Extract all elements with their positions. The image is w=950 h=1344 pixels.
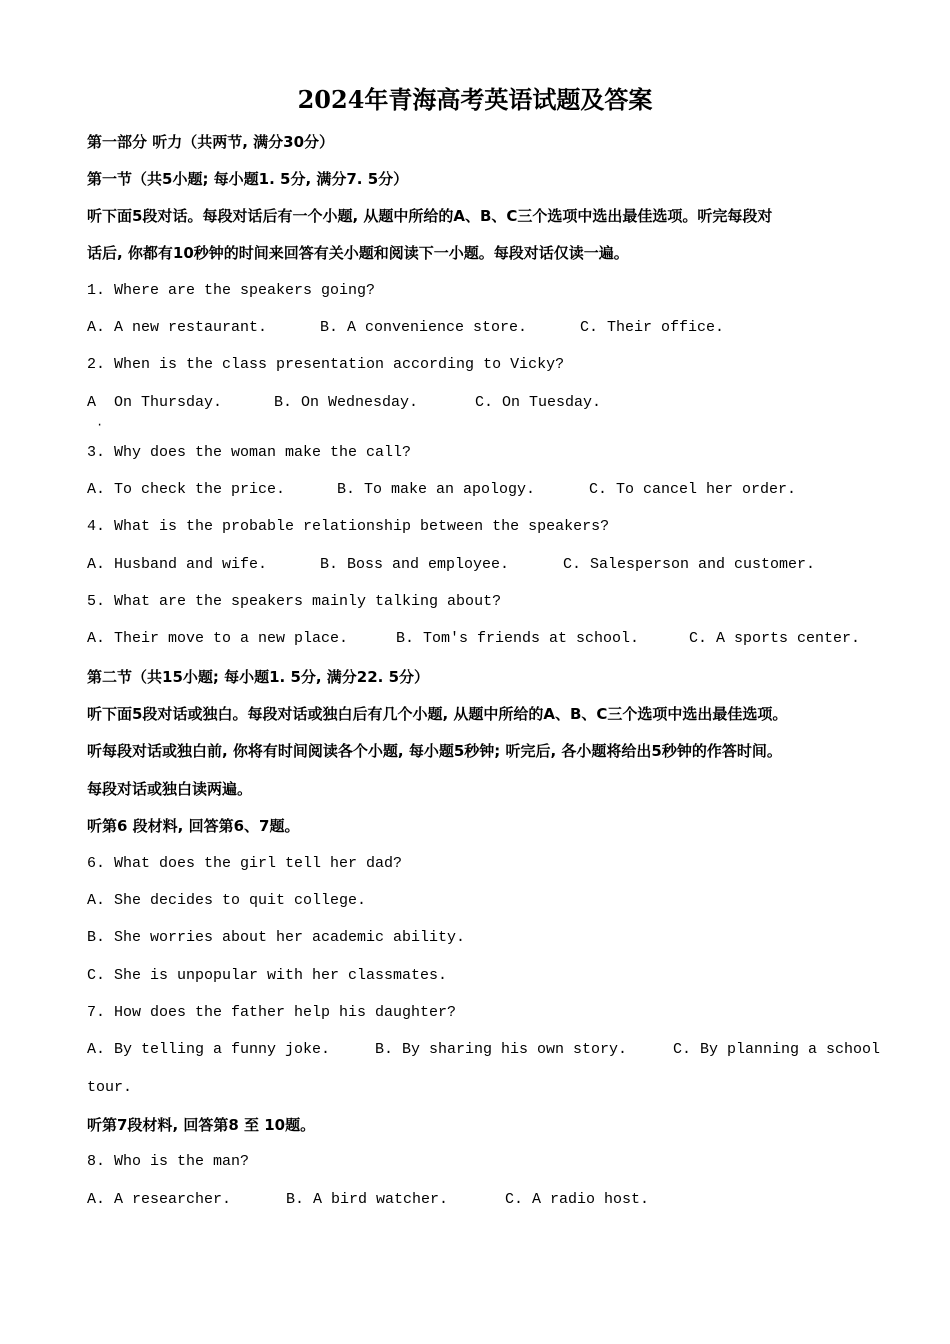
question-3: 3. Why does the woman make the call?	[87, 444, 412, 461]
section2-instructions-line3: 每段对话或独白读两遍。	[87, 780, 253, 798]
question-1-option-c: C. Their office.	[580, 319, 725, 336]
question-3-option-b: B. To make an apology.	[337, 481, 536, 498]
question-7-option-c-continued: tour.	[87, 1079, 133, 1096]
question-2-option-c: C. On Tuesday.	[475, 394, 602, 411]
question-8-option-b: B. A bird watcher.	[286, 1191, 449, 1208]
question-4-option-a: A. Husband and wife.	[87, 556, 268, 573]
question-2-option-b: B. On Wednesday.	[274, 394, 419, 411]
question-8-option-a: A. A researcher.	[87, 1191, 232, 1208]
section2-instructions-line2: 听每段对话或独白前, 你将有时间阅读各个小题, 每小题5秒钟; 听完后, 各小题将给出5秒钟的作答时间。	[87, 742, 782, 760]
material-7-heading: 听第7段材料, 回答第8 至 10题。	[87, 1116, 316, 1134]
section1-instructions-line1: 听下面5段对话。每段对话后有一个小题, 从题中所给的A、B、C三个选项中选出最佳选项。听完每段对	[87, 207, 773, 225]
question-2: 2. When is the class presentation according to Vicky?	[87, 356, 565, 373]
question-1: 1. Where are the speakers going?	[87, 282, 376, 299]
question-3-option-c: C. To cancel her order.	[589, 481, 797, 498]
part1-heading: 第一部分 听力（共两节, 满分30分）	[87, 133, 335, 151]
question-7: 7. How does the father help his daughter?	[87, 1004, 457, 1021]
question-5-option-a: A. Their move to a new place.	[87, 630, 349, 647]
question-4-option-c: C. Salesperson and customer.	[563, 556, 816, 573]
question-5-option-b: B. Tom's friends at school.	[396, 630, 640, 647]
question-7-option-a: A. By telling a funny joke.	[87, 1041, 331, 1058]
question-3-option-a: A. To check the price.	[87, 481, 286, 498]
question-8-option-c: C. A radio host.	[505, 1191, 650, 1208]
material-6-heading: 听第6 段材料, 回答第6、7题。	[87, 817, 300, 835]
question-6-option-c: C. She is unpopular with her classmates.	[87, 967, 448, 984]
section2-heading: 第二节（共15小题; 每小题1. 5分, 满分22. 5分）	[87, 668, 430, 686]
section1-heading: 第一节（共5小题; 每小题1. 5分, 满分7. 5分）	[87, 170, 409, 188]
question-6-option-a: A. She decides to quit college.	[87, 892, 367, 909]
question-1-option-b: B. A convenience store.	[320, 319, 528, 336]
question-6-option-b: B. She worries about her academic ability.	[87, 929, 466, 946]
question-5-option-c: C. A sports center.	[689, 630, 861, 647]
question-5: 5. What are the speakers mainly talking about?	[87, 593, 502, 610]
question-7-option-c: C. By planning a school	[673, 1041, 881, 1058]
section1-instructions-line2: 话后, 你都有10秒钟的时间来回答有关小题和阅读下一小题。每段对话仅读一遍。	[87, 244, 629, 262]
question-4-option-b: B. Boss and employee.	[320, 556, 510, 573]
question-2-option-a: A On Thursday.	[87, 394, 223, 411]
question-6: 6. What does the girl tell her dad?	[87, 855, 403, 872]
question-7-option-b: B. By sharing his own story.	[375, 1041, 628, 1058]
stray-dot: ·	[96, 418, 104, 432]
question-1-option-a: A. A new restaurant.	[87, 319, 268, 336]
question-8: 8. Who is the man?	[87, 1153, 250, 1170]
section2-instructions-line1: 听下面5段对话或独白。每段对话或独白后有几个小题, 从题中所给的A、B、C三个选项中选出最佳选项。	[87, 705, 788, 723]
page-title: 2024年青海高考英语试题及答案	[297, 85, 653, 114]
question-4: 4. What is the probable relationship between the speakers?	[87, 518, 610, 535]
